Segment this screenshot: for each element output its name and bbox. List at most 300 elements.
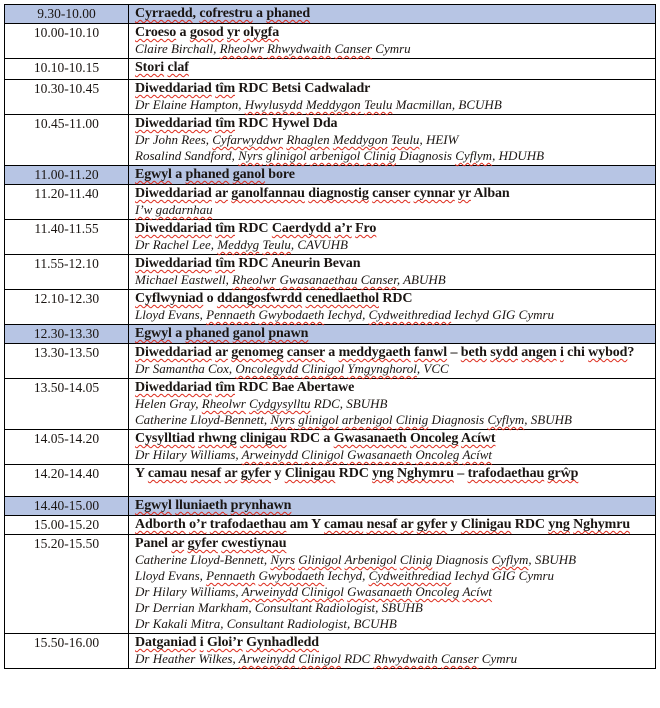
agenda-row (5, 430, 656, 465)
misspelled-word: Rhwydwaith (266, 41, 332, 56)
misspelled-word: Cyflym (491, 552, 529, 567)
misspelled-word: cenedlaethol (305, 291, 379, 306)
misspelled-word: Stori (135, 60, 165, 75)
misspelled-word: phaned (185, 167, 230, 182)
text-segment: , HEIW (419, 132, 459, 147)
session-title (135, 221, 649, 237)
text-segment: RDC, SBUHB (310, 396, 388, 411)
session-speaker (135, 97, 649, 113)
text-segment: a (176, 25, 190, 40)
time-slot: 10.10-10.15 (5, 59, 129, 80)
misspelled-word: Gloi’r (206, 635, 243, 650)
agenda-row (5, 290, 656, 325)
text-segment: Helen Gray, (135, 396, 202, 411)
misspelled-word: gosod (189, 25, 224, 40)
session-speaker (135, 568, 649, 584)
misspelled-word: Cyfarwyddwr (212, 132, 284, 147)
session-cell (129, 185, 656, 220)
misspelled-word: glinigol (298, 412, 339, 427)
session-cell (129, 516, 656, 535)
text-segment: Catherine Lloyd-Bennett, (135, 412, 271, 427)
text-segment: , ABUHB (396, 272, 446, 287)
session-title (135, 517, 649, 533)
misspelled-word: cynnar (413, 186, 455, 201)
misspelled-word: angen (521, 345, 557, 360)
misspelled-word: Diweddariad (135, 221, 212, 236)
misspelled-word: wybod (588, 345, 628, 360)
text-segment: – (447, 345, 461, 360)
misspelled-word: Diweddariad (135, 116, 212, 131)
session-speaker (135, 447, 649, 463)
misspelled-word: Oncolegydd (235, 361, 299, 376)
text-segment: Lloyd Evans, (135, 568, 207, 583)
misspelled-word: Canser (440, 651, 479, 666)
misspelled-word: Gwasanaethau (279, 272, 358, 287)
misspelled-word: Clinig (395, 412, 429, 427)
misspelled-word: Clinig (399, 552, 433, 567)
misspelled-word: Pennaeth (206, 568, 256, 583)
misspelled-word: Nghymru (397, 466, 454, 481)
session-cell (129, 497, 656, 516)
session-speaker (135, 361, 649, 377)
misspelled-word: ar (171, 536, 185, 551)
misspelled-word: Hwylusydd (244, 97, 303, 112)
misspelled-word: Gwybodaeth (258, 307, 325, 322)
text-segment: , SBUHB (524, 412, 572, 427)
misspelled-word: Rhwydwaith (373, 651, 438, 666)
session-title (135, 380, 649, 396)
agenda-row (5, 220, 656, 255)
misspelled-word: arbenigol (341, 412, 393, 427)
misspelled-word: beth (460, 345, 487, 360)
session-title (135, 81, 649, 97)
misspelled-word: sydd (490, 345, 518, 360)
time-slot: 14.20-14.40 (5, 465, 129, 497)
text-segment: bore (264, 167, 295, 182)
misspelled-word: nesaf (366, 517, 398, 532)
session-cell (129, 166, 656, 185)
session-speaker (135, 552, 649, 568)
misspelled-word: Diweddariad (135, 380, 212, 395)
text-segment: Cymru (372, 41, 411, 56)
misspelled-word: o’r (189, 517, 207, 532)
text-segment: a (324, 345, 339, 360)
text-segment: Catherine Lloyd-Bennett, (135, 552, 271, 567)
time-slot: 10.30-10.45 (5, 80, 129, 115)
misspelled-word: tîm (215, 116, 236, 131)
text-segment: Panel (135, 536, 172, 551)
session-speaker (135, 616, 649, 632)
misspelled-word: prynhawn (230, 498, 292, 513)
misspelled-word: Gynhadledd (246, 635, 319, 650)
misspelled-word: trafodaethau (467, 466, 545, 481)
session-cell (129, 5, 656, 24)
text-segment: Iechyd, (324, 307, 369, 322)
misspelled-word: ar (215, 186, 228, 201)
session-title (135, 498, 649, 514)
agenda-break-row (5, 497, 656, 516)
misspelled-word: ddangosfwrdd (216, 291, 303, 306)
misspelled-word: Fro (355, 221, 377, 236)
misspelled-word: Croeso (135, 25, 177, 40)
text-segment: RDC (340, 651, 374, 666)
session-speaker (135, 651, 649, 667)
misspelled-word: arbenigol (309, 148, 361, 163)
misspelled-word: Meddygon (332, 132, 388, 147)
session-speaker (135, 148, 649, 164)
session-title (135, 431, 649, 447)
misspelled-word: gyfer (416, 517, 448, 532)
misspelled-word: Datganiad (135, 635, 197, 650)
text-segment: y (271, 466, 285, 481)
agenda-row (5, 379, 656, 430)
misspelled-word: gyfer (240, 466, 272, 481)
agenda-row (5, 344, 656, 379)
misspelled-word: Rheolwr (219, 41, 264, 56)
misspelled-word: I’w (135, 202, 153, 217)
misspelled-word: diagnostig (308, 186, 369, 201)
misspelled-word: Diweddariad (135, 256, 212, 271)
text-segment: Rosalind Sandford, (135, 148, 239, 163)
session-title (135, 536, 649, 552)
text-segment: Diagnosis (396, 148, 456, 163)
misspelled-word: Clinigol (298, 651, 341, 666)
misspelled-word: Arweinydd (238, 651, 296, 666)
misspelled-word: Nyrs (270, 412, 295, 427)
misspelled-word: camau (324, 517, 364, 532)
text-segment: Claire Birchall, (135, 41, 220, 56)
misspelled-word: Ymgynghorol (347, 361, 417, 376)
misspelled-word: Teulu (262, 237, 291, 252)
session-speaker (135, 202, 649, 218)
text-segment: Macmillan, BCUHB (392, 97, 502, 112)
agenda-row (5, 465, 656, 497)
session-title (135, 167, 649, 183)
text-segment: Dr Derrian Markham, Consultant Radiologist, SBUHB (135, 600, 423, 615)
misspelled-word: Diweddariad (135, 186, 212, 201)
misspelled-word: tîm (215, 81, 236, 96)
misspelled-word: Caerdydd (271, 221, 331, 236)
misspelled-word: ganolfannau (231, 186, 305, 201)
misspelled-word: Canser (334, 41, 373, 56)
session-speaker (135, 307, 649, 323)
session-speaker (135, 132, 649, 148)
text-segment: – (453, 466, 468, 481)
misspelled-word: phaned (185, 326, 230, 341)
misspelled-word: Rheolwr (232, 272, 277, 287)
misspelled-word: Egwyl (135, 498, 172, 513)
misspelled-word: yr (227, 25, 240, 40)
misspelled-word: ar (215, 345, 228, 360)
agenda-break-row (5, 166, 656, 185)
session-cell (129, 255, 656, 290)
misspelled-word: genomeg (231, 345, 284, 360)
text-segment: Dr Hilary Williams, (135, 447, 242, 462)
misspelled-word: Rheolwr (201, 396, 246, 411)
misspelled-word: Clinigau (460, 517, 512, 532)
misspelled-word: lluniaeth (175, 498, 228, 513)
misspelled-word: cwestiynau (221, 536, 287, 551)
text-segment: Cymru (478, 651, 518, 666)
agenda-row (5, 80, 656, 115)
misspelled-word: Canser (360, 272, 397, 287)
agenda-row (5, 24, 656, 59)
session-title (135, 186, 649, 202)
text-segment: Dr Kakali Mitra, Consultant Radiologist, BCUHB (135, 616, 397, 631)
text-segment: Diagnosis (432, 552, 492, 567)
agenda-row (5, 115, 656, 166)
misspelled-word: Acíwt (462, 447, 493, 462)
misspelled-word: yng (548, 517, 570, 532)
misspelled-word: Cysylltiad (135, 431, 195, 446)
misspelled-word: tîm (215, 221, 236, 236)
text-segment: Dr Hilary Williams, (135, 584, 242, 599)
misspelled-word: trafodaethau (209, 517, 287, 532)
session-cell (129, 24, 656, 59)
session-cell (129, 115, 656, 166)
misspelled-word: i (199, 635, 204, 650)
session-title (135, 326, 649, 342)
misspelled-word: Rhaglen (286, 132, 330, 147)
misspelled-word: pnawn (268, 326, 309, 341)
misspelled-word: Clinig (363, 148, 397, 163)
session-speaker (135, 237, 649, 253)
time-slot: 14.05-14.20 (5, 430, 129, 465)
misspelled-word: Clinigol (301, 584, 344, 599)
text-segment: , (192, 6, 200, 21)
session-cell (129, 379, 656, 430)
misspelled-word: ganol (232, 326, 265, 341)
text-segment: RDC Betsi Cadwaladr (235, 81, 371, 96)
session-title (135, 116, 649, 132)
misspelled-word: Arbenigol (344, 552, 397, 567)
session-cell (129, 430, 656, 465)
misspelled-word: cofrestru (199, 6, 253, 21)
text-segment: RDC (379, 291, 413, 306)
misspelled-word: Acíwt (462, 584, 493, 599)
session-cell (129, 634, 656, 669)
agenda-body (5, 5, 656, 669)
misspelled-word: Cyflym (455, 148, 493, 163)
misspelled-word: Egwyl (135, 167, 172, 182)
time-slot: 9.30-10.00 (5, 5, 129, 24)
time-slot: 15.20-15.50 (5, 535, 129, 634)
misspelled-word: Teulu (391, 132, 420, 147)
text-segment: RDC Aneurin Bevan (235, 256, 361, 271)
session-title (135, 6, 649, 22)
agenda-row (5, 516, 656, 535)
session-speaker (135, 272, 649, 288)
misspelled-word: Nyrs (238, 148, 263, 163)
session-cell (129, 220, 656, 255)
text-segment: , SBUHB (528, 552, 577, 567)
misspelled-word: tîm (215, 256, 236, 271)
text-segment: Dr John Rees, (135, 132, 213, 147)
misspelled-word: Nyrs (270, 552, 295, 567)
agenda-break-row (5, 5, 656, 24)
text-segment: Lloyd Evans, (135, 307, 207, 322)
text-segment: , VCC (416, 361, 449, 376)
time-slot: 10.00-10.10 (5, 24, 129, 59)
misspelled-word: Clinigol (301, 447, 344, 462)
misspelled-word: grŵp (547, 466, 579, 481)
session-speaker (135, 600, 649, 616)
misspelled-word: Clinigau (284, 466, 336, 481)
session-title (135, 291, 649, 307)
text-segment: Iechyd GIG Cymru (451, 307, 555, 322)
agenda-table (4, 4, 656, 669)
misspelled-word: nesaf (190, 466, 222, 481)
agenda-row (5, 535, 656, 634)
time-slot: 15.00-15.20 (5, 516, 129, 535)
text-segment: ? (627, 345, 635, 360)
misspelled-word: Cyflym (487, 412, 525, 427)
text-segment: RDC (335, 466, 373, 481)
session-speaker (135, 396, 649, 412)
session-cell (129, 80, 656, 115)
session-speaker (135, 584, 649, 600)
text-segment: Diagnosis (428, 412, 488, 427)
misspelled-word: Arweinydd (241, 447, 298, 462)
text-segment: a (252, 6, 267, 21)
misspelled-word: Cydweithrediad (368, 307, 452, 322)
misspelled-word: Clinigol (301, 361, 345, 376)
misspelled-word: Gwasanaeth (347, 447, 413, 462)
session-title (135, 256, 649, 272)
misspelled-word: Cyflwyniad (135, 291, 204, 306)
session-cell (129, 465, 656, 497)
misspelled-word: rhwng (198, 431, 237, 446)
text-segment: Michael Eastwell, (135, 272, 233, 287)
text-segment: RDC (511, 517, 549, 532)
time-slot: 11.00-11.20 (5, 166, 129, 185)
misspelled-word: clinigau (239, 431, 287, 446)
misspelled-word: gadarnhau (155, 202, 213, 217)
text-segment: Dr Samantha Cox, (135, 361, 236, 376)
misspelled-word: yng (372, 466, 394, 481)
misspelled-word: Meddygon (305, 97, 361, 112)
misspelled-word: ar (400, 517, 414, 532)
misspelled-word: Meddyg (217, 237, 260, 252)
session-cell (129, 344, 656, 379)
misspelled-word: Pennaeth (206, 307, 256, 322)
misspelled-word: Cydweithrediad (368, 568, 452, 583)
misspelled-word: tîm (215, 380, 236, 395)
text-segment: , HDUHB (492, 148, 545, 163)
text-segment: , CAVUHB (290, 237, 348, 252)
text-segment: RDC Hywel Dda (235, 116, 338, 131)
text-segment: y (447, 517, 461, 532)
session-title (135, 25, 649, 41)
time-slot: 11.40-11.55 (5, 220, 129, 255)
text-segment: RDC a (286, 431, 334, 446)
misspelled-word: camau (147, 466, 188, 481)
misspelled-word: Acíwt (460, 431, 496, 446)
misspelled-word: a’r (334, 221, 352, 236)
misspelled-word: gyfer (187, 536, 218, 551)
session-title (135, 60, 649, 76)
misspelled-word: glinigol (265, 148, 307, 163)
misspelled-word: meddygaeth (338, 345, 411, 360)
misspelled-word: Oncoleg (415, 584, 460, 599)
misspelled-word: canser (372, 186, 411, 201)
misspelled-word: Glinigol (298, 552, 342, 567)
session-speaker (135, 41, 649, 57)
session-speaker (135, 412, 649, 428)
time-slot: 12.30-13.30 (5, 325, 129, 344)
text-segment: a (171, 167, 186, 182)
text-segment: o (203, 291, 217, 306)
text-segment: Dr Elaine Hampton, (135, 97, 245, 112)
session-title (135, 635, 649, 651)
session-cell (129, 290, 656, 325)
misspelled-word: ar (224, 466, 238, 481)
misspelled-word: Oncoleg (410, 431, 459, 446)
session-cell (129, 325, 656, 344)
session-title (135, 345, 649, 361)
misspelled-word: Diweddariad (135, 81, 212, 96)
misspelled-word: i (559, 345, 564, 360)
time-slot: 15.50-16.00 (5, 634, 129, 669)
agenda-row (5, 634, 656, 669)
misspelled-word: Oncoleg (415, 447, 460, 462)
time-slot: 13.30-13.50 (5, 344, 129, 379)
misspelled-word: claf (167, 60, 189, 75)
misspelled-word: Gwasanaeth (347, 584, 413, 599)
time-slot: 13.50-14.05 (5, 379, 129, 430)
text-segment: Iechyd, (324, 568, 369, 583)
text-segment: am Y (286, 517, 325, 532)
misspelled-word: Arweinydd (241, 584, 298, 599)
misspelled-word: Cyrraedd (135, 6, 193, 21)
agenda-row (5, 255, 656, 290)
text-segment: Y (135, 466, 148, 481)
time-slot: 11.55-12.10 (5, 255, 129, 290)
time-slot: 14.40-15.00 (5, 497, 129, 516)
session-cell (129, 59, 656, 80)
misspelled-word: Gwybodaeth (258, 568, 325, 583)
misspelled-word: fanwl (414, 345, 448, 360)
misspelled-word: Gwasanaeth (333, 431, 407, 446)
time-slot: 11.20-11.40 (5, 185, 129, 220)
misspelled-word: Nghymru (573, 517, 631, 532)
text-segment: a (171, 326, 186, 341)
misspelled-word: yr (458, 186, 471, 201)
misspelled-word: canser (286, 345, 325, 360)
time-slot: 12.10-12.30 (5, 290, 129, 325)
agenda-break-row (5, 325, 656, 344)
misspelled-word: Diweddariad (135, 345, 212, 360)
misspelled-word: Teulu (363, 97, 393, 112)
misspelled-word: ganol (232, 167, 265, 182)
text-segment: chi (563, 345, 589, 360)
misspelled-word: Cydgysylltu (249, 396, 311, 411)
misspelled-word: Adborth (135, 517, 186, 532)
text-segment: RDC (235, 221, 272, 236)
text-segment: Alban (470, 186, 510, 201)
text-segment: Iechyd GIG Cymru (451, 568, 555, 583)
misspelled-word: olygfa (243, 25, 280, 40)
text-segment: RDC Bae Abertawe (235, 380, 355, 395)
agenda-row (5, 185, 656, 220)
text-segment: Dr Heather Wilkes, (135, 651, 239, 666)
misspelled-word: Egwyl (135, 326, 172, 341)
agenda-row (5, 59, 656, 80)
time-slot: 10.45-11.00 (5, 115, 129, 166)
session-title (135, 466, 649, 482)
session-cell (129, 535, 656, 634)
text-segment: Dr Rachel Lee, (135, 237, 218, 252)
